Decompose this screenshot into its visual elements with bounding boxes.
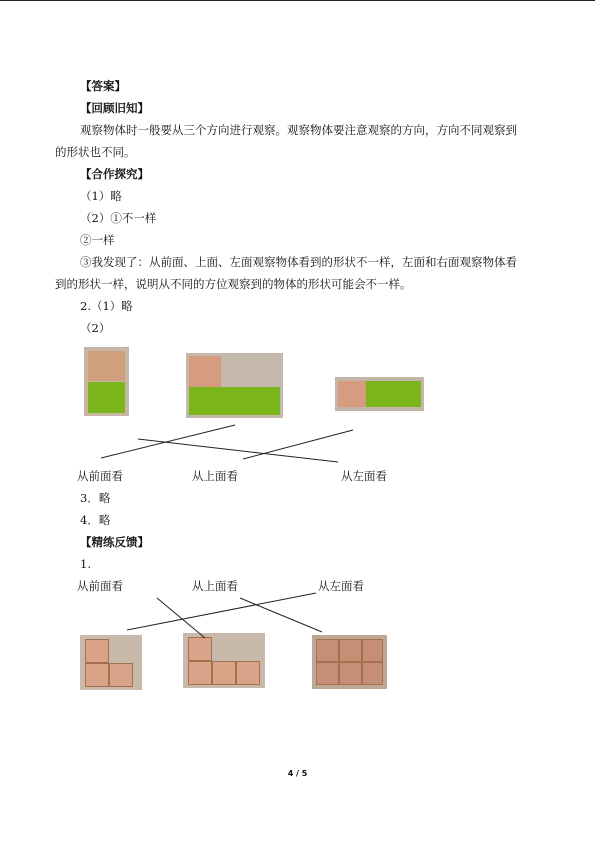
review-heading: 【回顾旧知】 <box>80 101 149 115</box>
view-label-left-1: 从左面看 <box>341 469 387 483</box>
match-line-2 <box>138 439 338 462</box>
review-text-line1: 观察物体时一般要从三个方向进行观察。观察物体要注意观察的方向，方向不同观察到 <box>80 123 517 137</box>
match-line-3 <box>243 430 353 459</box>
explore-item-2: （2）①不一样 <box>80 211 157 225</box>
view-label-front-1: 从前面看 <box>77 469 123 483</box>
explore-finding-line1: ③我发现了：从前面、上面、左面观察物体看到的形状不一样，左面和右面观察物体看 <box>80 255 517 269</box>
explore-heading: 【合作探究】 <box>80 167 149 181</box>
answer-heading: 【答案】 <box>80 79 126 93</box>
review-text-line2: 的形状也不同。 <box>55 145 136 159</box>
view-label-left-2: 从左面看 <box>318 579 364 593</box>
match-line-4 <box>157 598 205 638</box>
view-label-top-1: 从上面看 <box>192 469 238 483</box>
match-line-6 <box>127 593 316 630</box>
q2-label: 2.（1）略 <box>80 299 133 313</box>
explore-finding-line2: 到的形状一样，说明从不同的方位观察到的物体的形状可能会不一样。 <box>55 277 412 291</box>
explore-item-3: ②一样 <box>80 233 115 247</box>
q4: 4．略 <box>80 513 111 527</box>
practice-num: 1. <box>80 557 91 571</box>
practice-heading: 【精练反馈】 <box>80 535 149 549</box>
page-number: 4 / 5 <box>287 769 308 778</box>
explore-item-1: （1）略 <box>80 189 122 203</box>
match-line-5 <box>240 598 322 632</box>
q3: 3．略 <box>80 491 111 505</box>
view-label-top-2: 从上面看 <box>192 579 238 593</box>
match-line-1 <box>101 425 235 458</box>
q2-sub: （2） <box>80 321 111 335</box>
view-label-front-2: 从前面看 <box>77 579 123 593</box>
